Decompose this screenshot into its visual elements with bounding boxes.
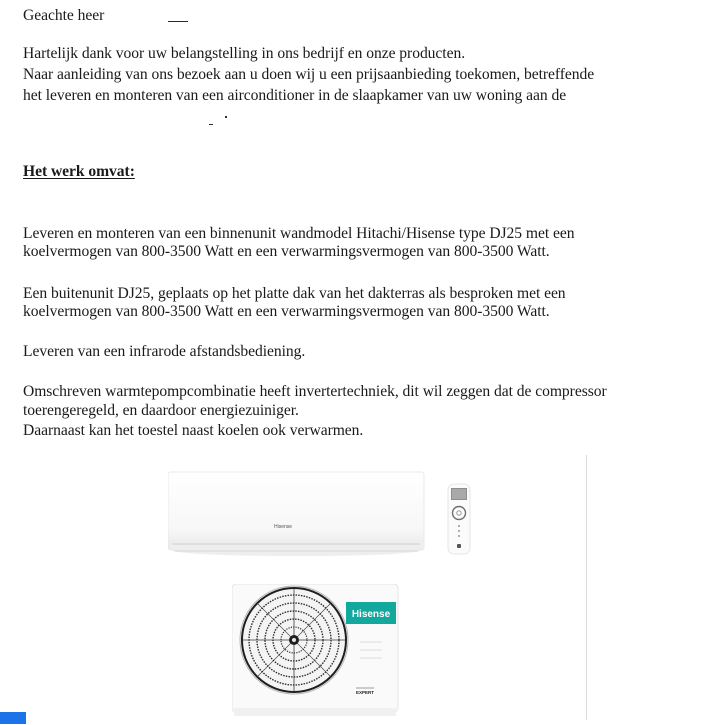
paper-edge-line (586, 455, 587, 720)
outdoor-brand-label: Hisense (351, 609, 391, 620)
indoor-unit-icon (168, 470, 426, 560)
paragraph-1-line-2: koelvermogen van 800-3500 Watt en een verwarmingsvermogen van 800-3500 Watt. (23, 243, 550, 260)
paragraph-4-line-3: Daarnaast kan het toestel naast koelen ook verwarmen. (23, 422, 364, 439)
intro-line-2: Naar aanleiding van ons bezoek aan u doen wij u een prijsaanbieding toekomen, betreffende (23, 66, 595, 83)
section-heading: Het werk omvat: (23, 163, 135, 180)
intro-line-3: het leveren en monteren van een airconditioner in de slaapkamer van uw woning aan de (23, 87, 567, 104)
redaction-speck (209, 124, 213, 125)
redaction-speck (168, 21, 188, 22)
corner-marker (0, 712, 26, 724)
salutation: Geachte heer (23, 7, 105, 24)
paragraph-2-line-1: Een buitenunit DJ25, geplaats op het platte dak van het dakterras als besproken met een (23, 285, 566, 302)
fan-grille-icon (240, 586, 348, 694)
indoor-brand-label: Hisense (274, 524, 293, 530)
remote-control-icon (445, 482, 473, 556)
redaction-speck (225, 116, 227, 118)
paragraph-4-line-1: Omschreven warmtepompcombinatie heeft invertertechniek, dit wil zeggen dat de compressor (23, 383, 607, 400)
paragraph-3-line-1: Leveren van een infrarode afstandsbediening. (23, 343, 306, 360)
paragraph-4-line-2: toerengeregeld, en daardoor energiezuiniger. (23, 402, 299, 419)
intro-line-1: Hartelijk dank voor uw belangstelling in ons bedrijf en onze producten. (23, 45, 466, 62)
paragraph-2-line-2: koelvermogen van 800-3500 Watt en een verwarmingsvermogen van 800-3500 Watt. (23, 303, 550, 320)
paragraph-1-line-1: Leveren en monteren van een binnenunit wandmodel Hitachi/Hisense type DJ25 met een (23, 225, 575, 242)
outdoor-badge-label: EXPERT (356, 690, 375, 695)
outdoor-unit-icon (232, 584, 400, 720)
